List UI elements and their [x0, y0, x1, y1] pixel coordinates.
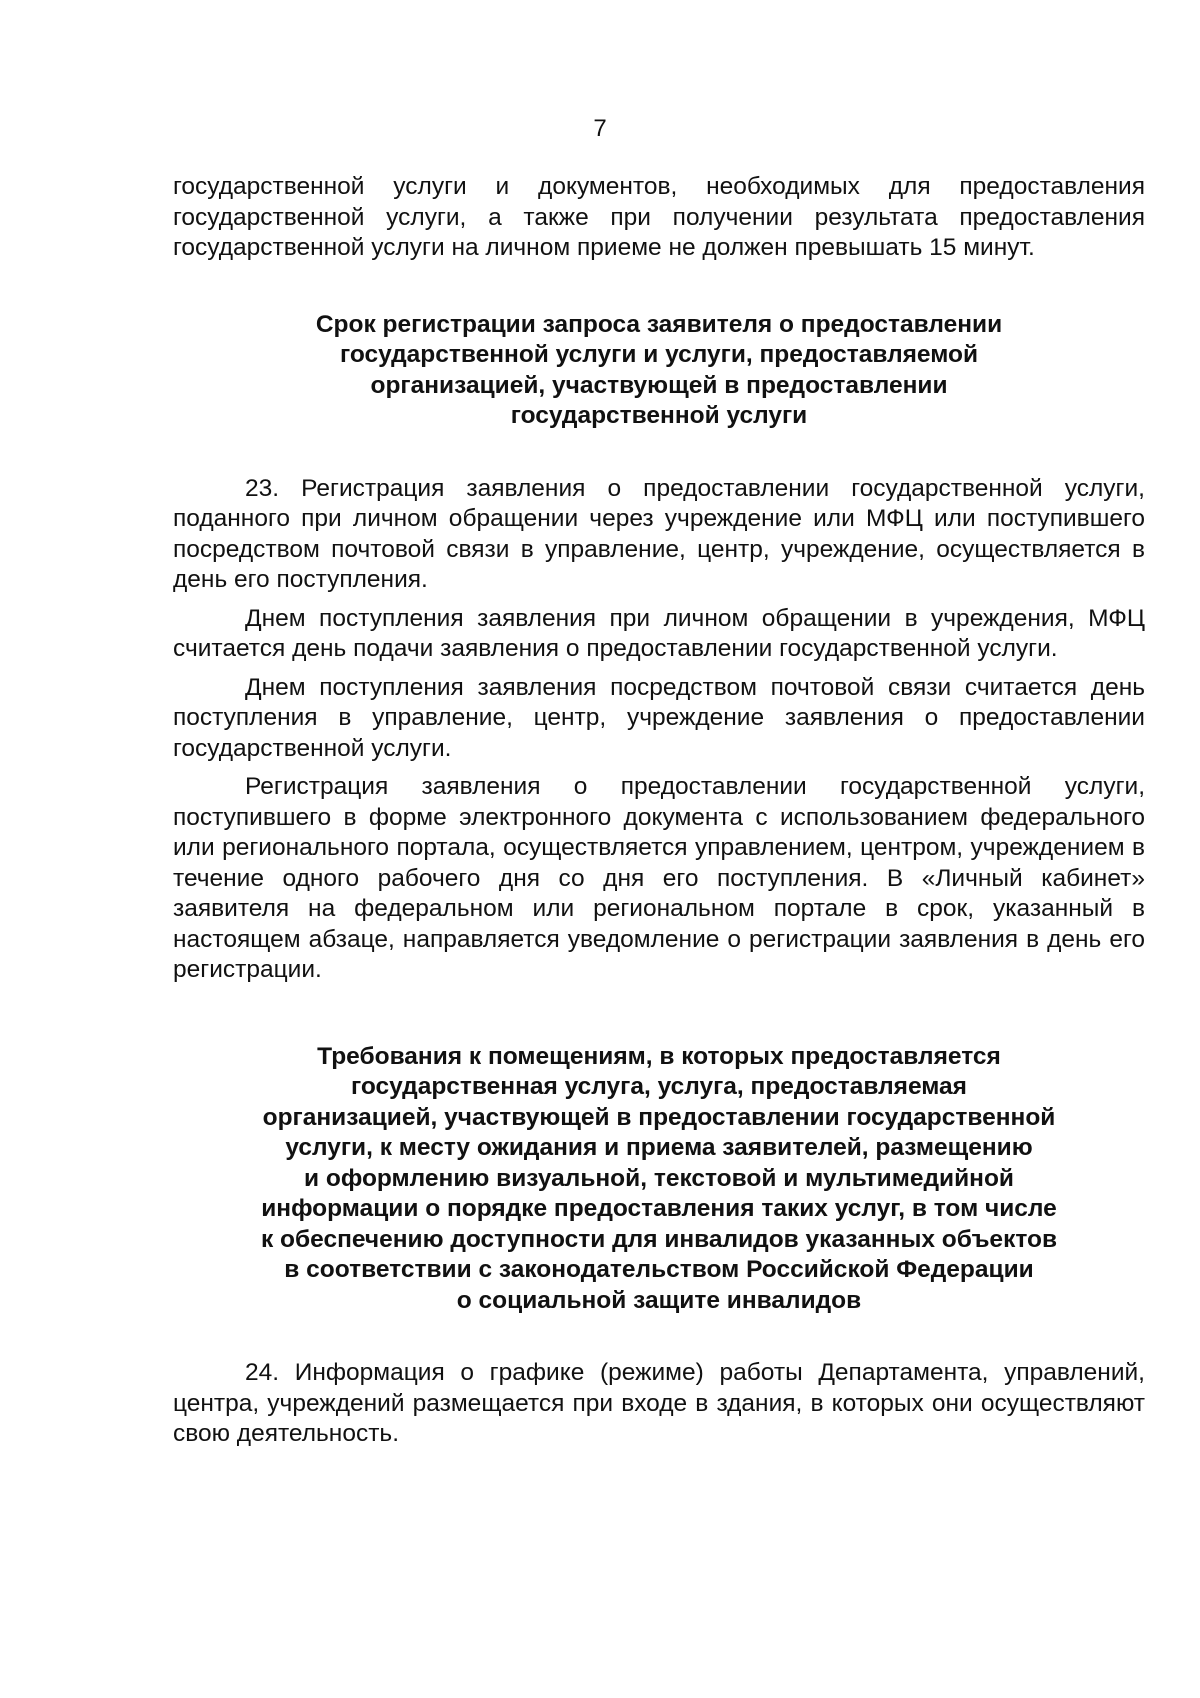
- heading-line: Требования к помещениям, в которых предоставляется: [317, 1042, 1001, 1070]
- heading-line: Срок регистрации запроса заявителя о предоставлении: [315, 310, 1003, 338]
- heading-line: государственная услуга, услуга, предоставляемая: [351, 1073, 967, 1100]
- document-body: [173, 172, 1145, 1450]
- page-number: 7: [593, 115, 607, 142]
- heading-line: в соответствии с законодательством Российской Федерации: [284, 1256, 1034, 1283]
- heading-line: организацией, участвующей в предоставлении государственной: [262, 1103, 1056, 1131]
- section-heading-registration: [173, 310, 1145, 432]
- paragraph-24: 24. Информация о графике (режиме) работы Департамента, управлений, центра, учреждений размещается при входе в здания, в которых они осуществляют свою деятельность.: [173, 1359, 1145, 1447]
- heading-line: к обеспечению доступности для инвалидов указанных объектов: [260, 1225, 1058, 1253]
- heading-line: и оформлению визуальной, текстовой и мультимедийной: [304, 1164, 1014, 1192]
- paragraph-electronic: Регистрация заявления о предоставлении государственной услуги, поступившего в форме электронного документа с использованием федерального или регионального портала, осуществляется управлением, центром, учреждением в течение одного рабочего дня со дня его поступления. В «Личный кабинет» заявителя на федеральном или региональном портале в срок, указанный в настоящем абзаце, направляется уведомление о регистрации заявления в день его регистрации.: [173, 773, 1145, 983]
- paragraph-personal-visit: Днем поступления заявления при личном обращении в учреждения, МФЦ считается день подачи заявления о предоставлении государственной услуги.: [173, 604, 1145, 662]
- section-heading-premises: [173, 1042, 1145, 1317]
- intro-paragraph: государственной услуги и документов, необходимых для предоставления государственной услуги, а также при получении результата предоставления государственной услуги на личном приеме не должен превышать 15 минут.: [173, 173, 1145, 261]
- heading-line: государственной услуги: [510, 402, 808, 429]
- heading-line: услуги, к месту ожидания и приема заявителей, размещению: [285, 1134, 1033, 1161]
- heading-line: государственной услуги и услуги, предоставляемой: [339, 341, 979, 368]
- heading-line: о социальной защите инвалидов: [456, 1286, 862, 1314]
- paragraph-postal: Днем поступления заявления посредством почтовой связи считается день поступления в управление, центр, учреждение заявления о предоставлении государственной услуги.: [173, 673, 1145, 762]
- heading-line: информации о порядке предоставления таких услуг, в том числе: [261, 1195, 1057, 1222]
- heading-line: организацией, участвующей в предоставлении: [370, 371, 948, 399]
- paragraph-23: 23. Регистрация заявления о предоставлении государственной услуги, поданного при личном обращении через учреждение или МФЦ или поступившего посредством почтовой связи в управление, центр, учреждение, осуществляется в день его поступления.: [173, 474, 1145, 593]
